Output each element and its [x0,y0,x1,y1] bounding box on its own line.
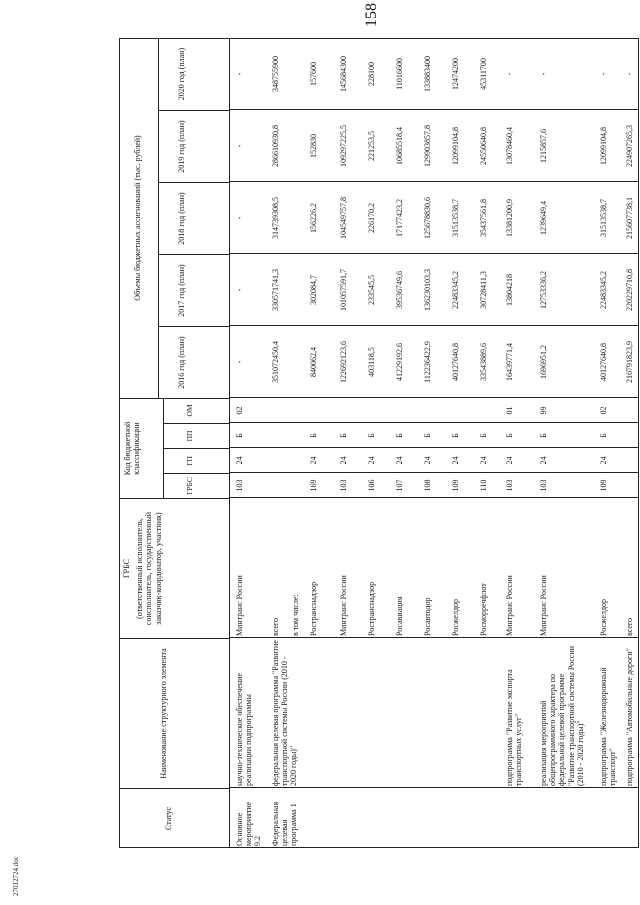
cell-year-value: 233545,5 [367,275,376,305]
column-divider [229,325,639,326]
cell-name: подпрограмма "Автомобильные дороги" [625,648,634,786]
cell-name: реализация мероприятий общепрограммного характера по федеральной целевой программе "Развитие транспортной системы России (2010 - 2020 годы)" [539,645,585,786]
cell-year-value: - [599,72,608,76]
cell-year-value: 1239649,4 [539,201,548,235]
column-divider [229,472,639,473]
cell-c1: 109 [599,479,608,492]
cell-c3: Б [451,433,460,438]
header-code-col: ОМ [185,404,194,417]
cell-grbs: Минтранс России [539,575,548,636]
table-header [119,38,230,848]
cell-year-value: 13381200,9 [505,199,514,237]
cell-year-value: 145684300 [339,56,348,92]
cell-year-value: 125678830,6 [423,197,432,239]
cell-c2: 24 [235,456,244,465]
cell-c1: 103 [339,479,348,492]
cell-status: Федеральная целевая программа 1 [271,801,299,846]
column-divider [229,447,639,448]
cell-year-value: 40127640,8 [599,343,608,381]
cell-year-value: 302084,7 [309,275,318,305]
cell-year-value: - [505,72,514,76]
cell-c3: Б [309,433,318,438]
cell-c1: 110 [479,479,488,492]
cell-year-value: 228100 [367,62,376,86]
cell-c1: 109 [451,479,460,492]
cell-year-value: - [539,72,548,76]
page-number: 158 [363,3,380,27]
header-grbs-subtitle: (ответственный исполнитель, соисполнитель, государственный заказчик-координатор, участник) [135,511,163,626]
footer-doc-name: 27012724.doc [12,856,20,896]
cell-year-value: 133883400 [423,56,432,92]
cell-year-value: 41229192,6 [395,343,404,381]
cell-year-value: 157600 [309,62,318,86]
column-divider [229,253,639,254]
header-code-col: ПП [164,423,230,448]
cell-c1: 106 [367,479,376,492]
cell-c3: Б [539,433,548,438]
cell-year-value: 129903857,8 [423,125,432,167]
cell-grbs: Минтранс России [339,575,348,636]
header-grbs-title: ГРБС [122,559,131,578]
cell-year-value: 840062,4 [309,347,318,377]
cell-c1: 103 [539,479,548,492]
header-year-col: 2017 год (план) [159,254,229,326]
cell-grbs: Росжелдор [599,598,608,636]
cell-c3: Б [395,433,404,438]
cell-c1: 103 [235,479,244,492]
cell-c4: 99 [539,406,548,415]
header-status: Статус [119,788,229,848]
cell-c3: Б [339,433,348,438]
column-divider [229,109,639,110]
header-grbs [119,498,229,638]
cell-c1: 169 [309,479,318,492]
cell-grbs: Росморречфлот [479,583,488,636]
cell-year-value: 17177423,2 [395,199,404,237]
cell-grbs: Ространснадзор [367,581,376,636]
cell-year-value: 13804218 [505,274,514,306]
header-volumes [119,38,229,398]
cell-year-value: - [235,144,244,148]
header-code [119,398,229,498]
cell-c2: 24 [451,456,460,465]
cell-year-value: 122692123,6 [339,341,348,383]
cell-year-value: 39536749,6 [395,271,404,309]
cell-grbs: в том числе: [291,594,300,636]
cell-grbs: Росавтодор [423,597,432,636]
cell-c2: 24 [339,456,348,465]
cell-year-value: 152830 [309,134,318,158]
cell-c4: 02 [599,406,608,415]
cell-year-value: 40127640,8 [451,343,460,381]
cell-year-value: 22483345,2 [451,271,460,309]
cell-c3: Б [367,433,376,438]
cell-year-value: 1696951,2 [539,345,548,379]
cell-year-value: 156226,2 [309,203,318,233]
cell-year-value: 112236422,9 [423,341,432,383]
cell-c4: 02 [235,406,244,415]
cell-c2: 24 [367,456,376,465]
cell-name: подпрограмма "Развитие экспорта транспортных услуг" [505,669,524,786]
column-divider [229,181,639,182]
cell-year-value: 101057591,7 [339,269,348,311]
cell-year-value: 33543889,6 [479,343,488,381]
header-volumes-title: Объемы бюджетных ассигнований (тыс. рублей) [119,38,159,398]
budget-table [119,38,639,848]
cell-grbs: Росавиация [395,596,404,636]
cell-year-value: 348755900 [271,56,280,92]
cell-year-value: 226170,2 [367,203,376,233]
cell-year-value: 16439771,4 [505,343,514,381]
header-code-col: ГП [164,448,230,473]
cell-status: Основное мероприятие 9.2 [235,801,263,846]
cell-year-value: 216791823,9 [625,341,634,383]
cell-year-value: - [235,360,244,364]
cell-year-value: 31513538,7 [451,199,460,237]
cell-grbs: Минтранс России [235,575,244,636]
cell-year-value: 104549757,8 [339,197,348,239]
header-year-col: 2016 год (план) [159,326,229,398]
cell-name: федеральная целевая программа "Развитие транспортной системы России (2010 - 2020 годы)" [271,640,299,786]
cell-year-value: 221253,5 [367,131,376,161]
cell-year-value: 11016600 [395,58,404,90]
column-divider [229,637,639,638]
cell-c2: 24 [539,456,548,465]
cell-year-value: 24550640,8 [479,127,488,165]
cell-grbs: всего [625,617,634,636]
column-divider [229,497,639,498]
cell-c2: 24 [309,456,318,465]
cell-c2: 24 [423,456,432,465]
cell-c1: 108 [423,479,432,492]
cell-year-value: 330571741,3 [271,269,280,311]
cell-year-value: 12474200 [451,58,460,90]
header-name: Наименование структурного элемента [119,638,229,788]
cell-year-value: 30728411,3 [479,271,488,309]
header-year-col: 2020 год (план) [177,47,186,101]
cell-c1: 103 [505,479,514,492]
cell-year-value: 22483345,2 [599,271,608,309]
cell-grbs: Ространснадзор [309,581,318,636]
cell-year-value: 220229710,8 [625,269,634,311]
cell-name: научно-техническое обеспечение реализации подпрограммы [235,673,254,786]
cell-c2: 24 [599,456,608,465]
header-code-col: ГРБС [164,473,230,498]
cell-year-value: 314739308,5 [271,197,280,239]
cell-c3: Б [423,433,432,438]
cell-name: подпрограмма "Железнодорожный транспорт" [599,667,618,786]
cell-year-value: 12099104,8 [599,127,608,165]
cell-year-value: 403118,5 [367,347,376,377]
cell-year-value: 351072450,4 [271,341,280,383]
column-divider [229,397,639,398]
cell-c3: Б [479,433,488,438]
cell-year-value: 45311700 [479,58,488,90]
cell-year-value: 286610930,8 [271,125,280,167]
cell-year-value: 215607738,1 [625,197,634,239]
cell-year-value: 12099104,8 [451,127,460,165]
cell-c2: 24 [395,456,404,465]
cell-year-value: - [625,72,634,76]
cell-c4: 01 [505,406,514,415]
cell-year-value: 109297225,5 [339,125,348,167]
cell-year-value: 31513538,7 [599,199,608,237]
cell-c3: Б [599,433,608,438]
cell-year-value: 35437561,8 [479,199,488,237]
cell-year-value: 224907265,3 [625,125,634,167]
cell-year-value: 1215857,6 [539,129,548,163]
cell-grbs: Минтранс России [505,575,514,636]
cell-grbs: Росжелдор [451,598,460,636]
cell-year-value: - [235,288,244,292]
cell-c3: Б [235,433,244,438]
column-divider [229,422,639,423]
cell-year-value: - [235,72,244,76]
column-divider [229,787,639,788]
header-year-col: 2018 год (план) [159,182,229,254]
header-year-col: 2019 год (план) [159,110,229,182]
cell-year-value: 136230103,3 [423,269,432,311]
cell-year-value: 10685518,4 [395,127,404,165]
cell-c3: Б [505,433,514,438]
header-code-title: Код бюджетной классификации [119,399,164,498]
cell-c1: 107 [395,479,404,492]
cell-year-value: 12753336,2 [539,271,548,309]
cell-grbs: всего [271,617,280,636]
cell-year-value: 13078460,4 [505,127,514,165]
cell-c2: 24 [479,456,488,465]
cell-c2: 24 [505,456,514,465]
cell-year-value: - [235,216,244,220]
